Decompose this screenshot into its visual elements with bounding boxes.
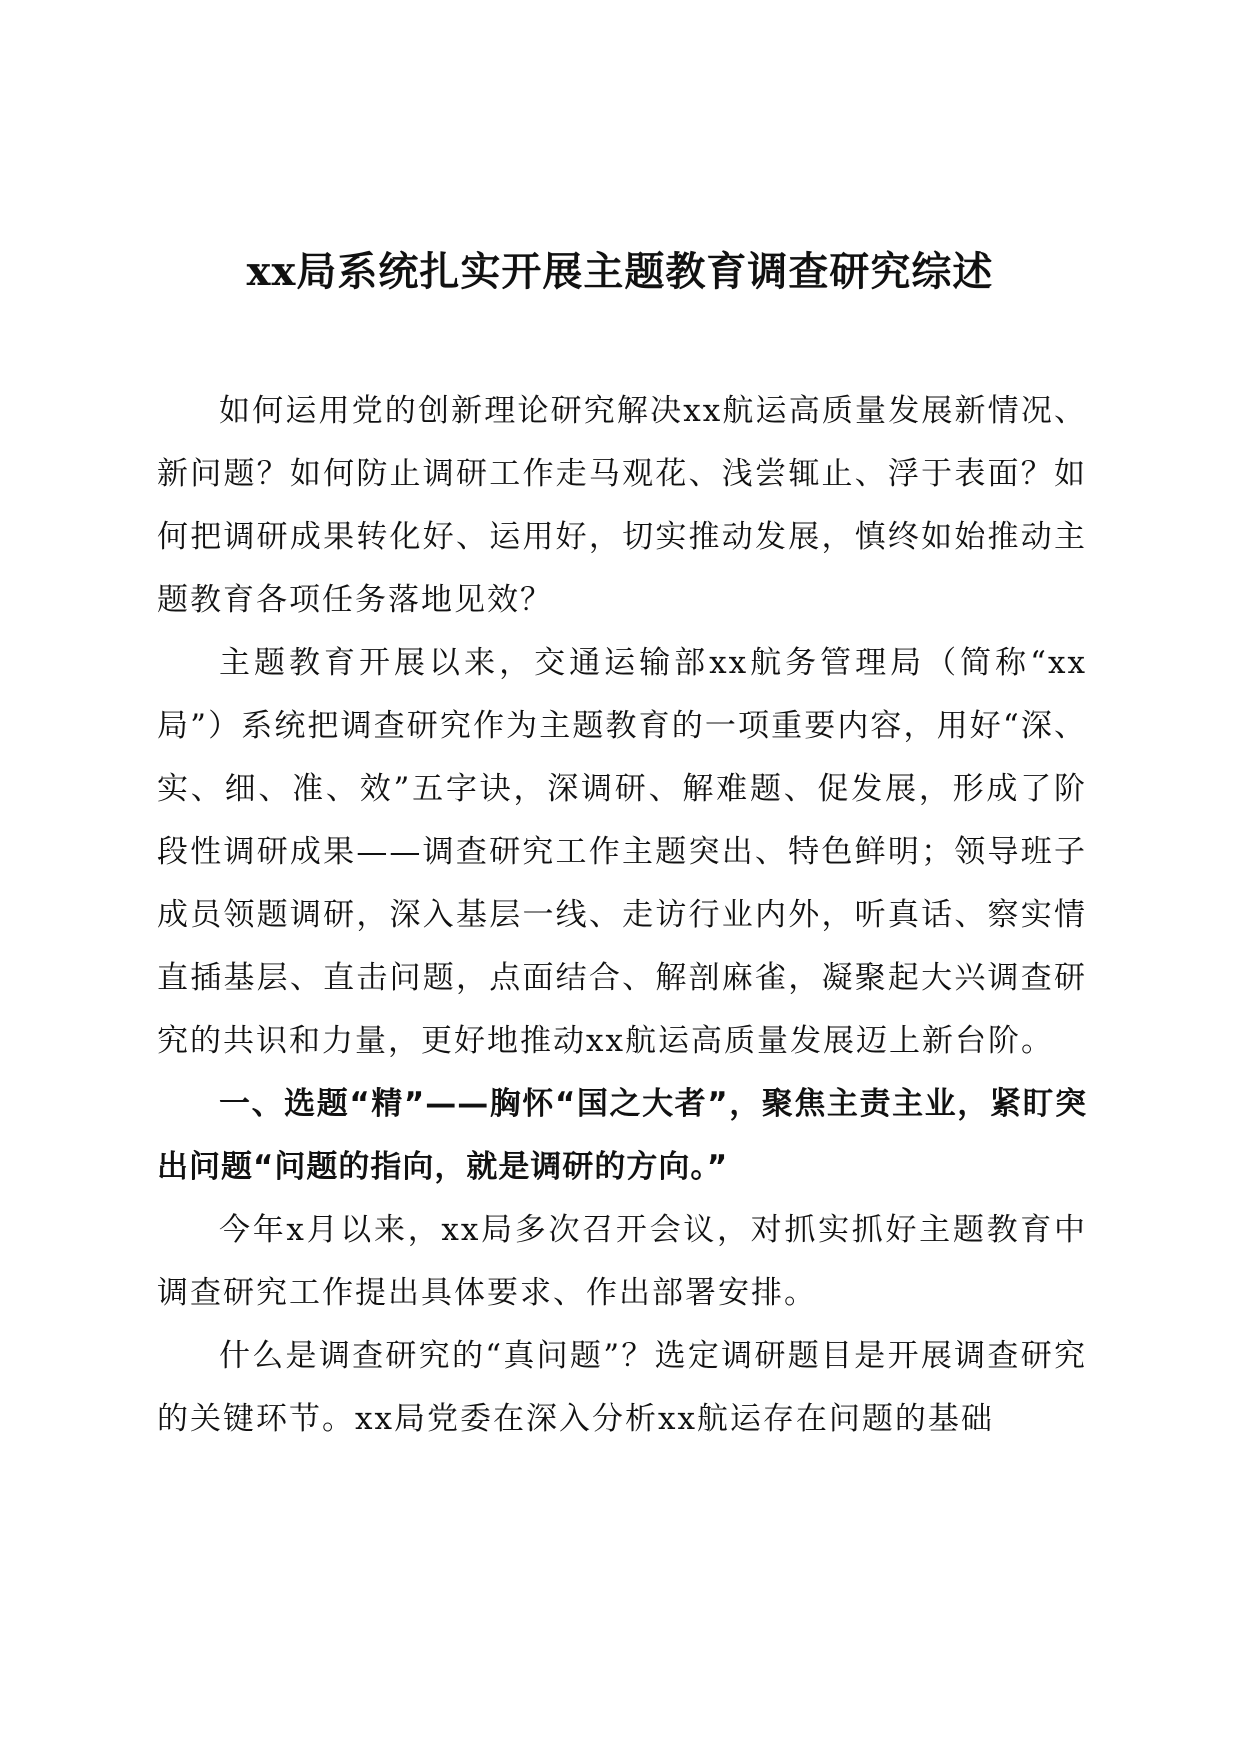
document-title: xx局系统扎实开展主题教育调查研究综述 (246, 248, 994, 295)
paragraph-intro-questions: 如何运用党的创新理论研究解决xx航运高质量发展新情况、新问题？如何防止调研工作走马观花、浅尝辄止、浮于表面？如何把调研成果转化好、运用好，切实推动发展，慎终如始推动主题教育各项任务落地见效？ (157, 393, 1087, 618)
section-heading-1: 一、选题“精”——胸怀“国之大者”，聚焦主责主业，紧盯突出问题“问题的指向，就是调研的方向。” (157, 1086, 1087, 1185)
paragraph-overview: 主题教育开展以来，交通运输部xx航务管理局（简称“xx局”）系统把调查研究作为主题教育的一项重要内容，用好“深、实、细、准、效”五字诀，深调研、解难题、促发展，形成了阶段性调研成果——调查研究工作主题突出、特色鲜明；领导班子成员领题调研，深入基层一线、走访行业内外，听真话、察实情直插基层、直击问题，点面结合、解剖麻雀，凝聚起大兴调查研究的共识和力量，更好地推动xx航运高质量发展迈上新台阶。 (157, 645, 1087, 1059)
paragraph-meetings: 今年x月以来，xx局多次召开会议，对抓实抓好主题教育中调查研究工作提出具体要求、作出部署安排。 (157, 1212, 1087, 1311)
document-body (157, 380, 1087, 1451)
paragraph-topic-selection: 什么是调查研究的“真问题”？选定调研题目是开展调查研究的关键环节。xx局党委在深入分析xx航运存在问题的基础 (157, 1338, 1087, 1437)
